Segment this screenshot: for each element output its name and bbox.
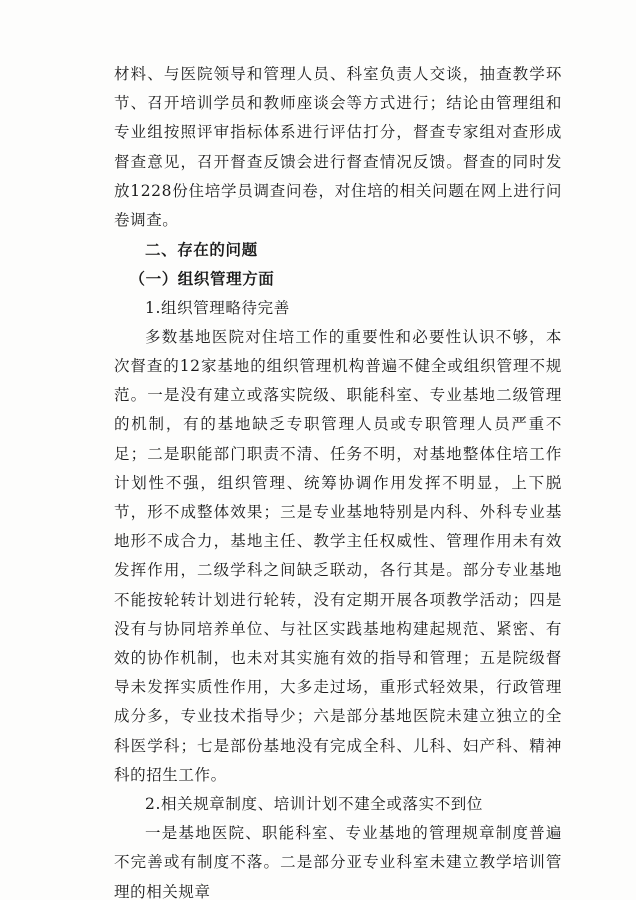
item1-heading: 1.组织管理略待完善 xyxy=(145,298,290,317)
item2-paragraph: 一是基地医院、职能科室、专业基地的管理规章制度普遍不完善或有制度不落。二是部分亚专业科室未建立教学培训管理的相关规章 xyxy=(114,824,562,901)
subsection-heading: （一）组织管理方面 xyxy=(129,269,275,289)
item1-paragraph: 多数基地医院对住培工作的重要性和必要性认识不够，本次督查的12家基地的组织管理机构普遍不健全或组织管理不规范。一是没有建立或落实院级、职能科室、专业基地二级管理的机制，有的基地缺乏专职管理人员或专职管理人员严重不足；二是职能部门职责不清、任务不明，对基地整体住培工作计划性不强，组织管理、统筹协调作用发挥不明显，上下脱节，形不成整体效果；三是专业基地特别是内科、外科专业基地形不成合力，基地主任、教学主任权威性、管理作用未有效发挥作用，二级学科之间缺乏联动，各行其是。部分专业基地不能按轮转计划进行轮转，没有定期开展各项教学活动；四是没有与协同培养单位、与社区实践基地构建起规范、紧密、有效的协作机制，也未对其实施有效的指导和管理；五是院级督导未发挥实质性作用，大多走过场，重形式轻效果，行政管理成分多，专业技术指导少；六是部分基地医院未建立独立的全科医学科；七是部份基地没有完成全科、儿科、妇产科、精神科的招生工作。 xyxy=(114,327,562,784)
document-body xyxy=(114,60,562,907)
intro-paragraph: 材料、与医院领导和管理人员、科室负责人交谈，抽查教学环节、召开培训学员和教师座谈会等方式进行；结论由管理组和专业组按照评审指标体系进行评估打分，督查专家组对查形成督查意见，召开督查反馈会进行督查情况反馈。督查的同时发放1228份住培学员调查问卷，对住培的相关问题在网上进行问卷调查。 xyxy=(114,65,562,230)
item2-heading: 2.相关规章制度、培训计划不建全或落实不到位 xyxy=(145,795,483,814)
section-heading: 二、存在的问题 xyxy=(145,240,258,260)
